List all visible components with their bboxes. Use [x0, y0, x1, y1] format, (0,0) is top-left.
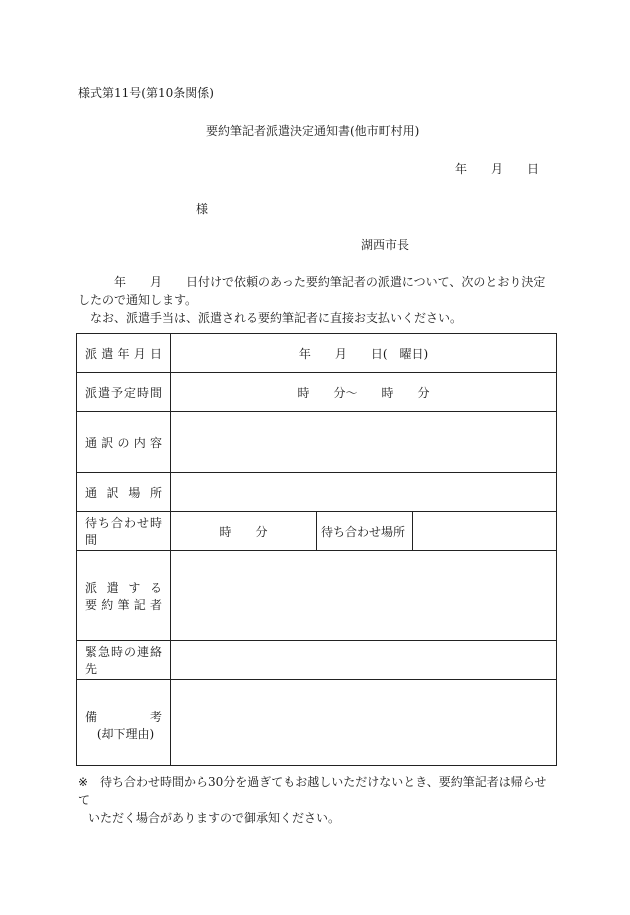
label-meeting-place: 待ち合わせ場所	[317, 512, 413, 551]
value-meeting-place[interactable]	[413, 512, 557, 551]
row-writer	[77, 551, 557, 641]
row-meeting	[77, 512, 557, 551]
document-title: 要約筆記者派遣決定通知書(他市町村用)	[206, 124, 420, 138]
label-dispatch-date: 派遣年月日	[77, 334, 171, 373]
label-meeting-time: 待ち合わせ時間	[77, 512, 171, 551]
form-number: 様式第11号(第10条関係)	[78, 86, 214, 100]
value-remarks[interactable]	[171, 680, 557, 766]
label-remarks-b: 考	[149, 710, 162, 724]
issuer-name: 湖西市長	[361, 238, 410, 252]
row-interpretation	[77, 412, 557, 473]
addressee-suffix: 様	[196, 202, 209, 216]
value-dispatch-time[interactable]: 時 分～ 時 分	[171, 373, 557, 412]
note-line-2: いただく場合がありますので御承知ください。	[88, 811, 341, 825]
value-meeting-time[interactable]: 時 分	[171, 512, 317, 551]
label-remarks-a: 備	[85, 710, 98, 724]
value-writer[interactable]	[171, 551, 557, 641]
row-dispatch-date	[77, 334, 557, 373]
notice-line-1: 年 月 日付けで依頼のあった要約筆記者の派遣について、次のとおり決定したので通知します。	[78, 275, 546, 307]
label-writer-line1: 派遣する	[85, 580, 162, 595]
date-year: 年	[455, 162, 468, 176]
row-remarks	[77, 680, 557, 766]
footnote	[78, 773, 556, 827]
row-emergency	[77, 641, 557, 680]
value-dispatch-date[interactable]: 年 月 日( 曜日)	[171, 334, 557, 373]
note-mark: ※	[78, 775, 89, 789]
label-writer-line2: 要約筆記者	[85, 597, 162, 612]
notice-body	[78, 273, 554, 327]
label-emergency: 緊急時の連絡先	[77, 641, 171, 680]
label-place: 通訳場所	[77, 473, 171, 512]
notice-line-2: なお、派遣手当は、派遣される要約筆記者に直接お支払いください。	[78, 311, 463, 325]
value-place[interactable]	[171, 473, 557, 512]
issue-date	[455, 160, 539, 177]
label-remarks	[77, 680, 171, 766]
label-dispatch-time: 派遣予定時間	[77, 373, 171, 412]
value-interpretation[interactable]	[171, 412, 557, 473]
label-writer	[77, 551, 171, 641]
row-place	[77, 473, 557, 512]
dispatch-form-table	[76, 333, 557, 766]
row-dispatch-time	[77, 373, 557, 412]
value-emergency[interactable]	[171, 641, 557, 680]
label-interpretation: 通訳の内容	[77, 412, 171, 473]
date-month: 月	[491, 162, 504, 176]
note-line-1: 待ち合わせ時間から30分を過ぎてもお越しいただけないとき、要約筆記者は帰らせて	[78, 775, 547, 807]
date-day: 日	[527, 162, 540, 176]
label-remarks-sub: (却下理由)	[96, 727, 155, 741]
